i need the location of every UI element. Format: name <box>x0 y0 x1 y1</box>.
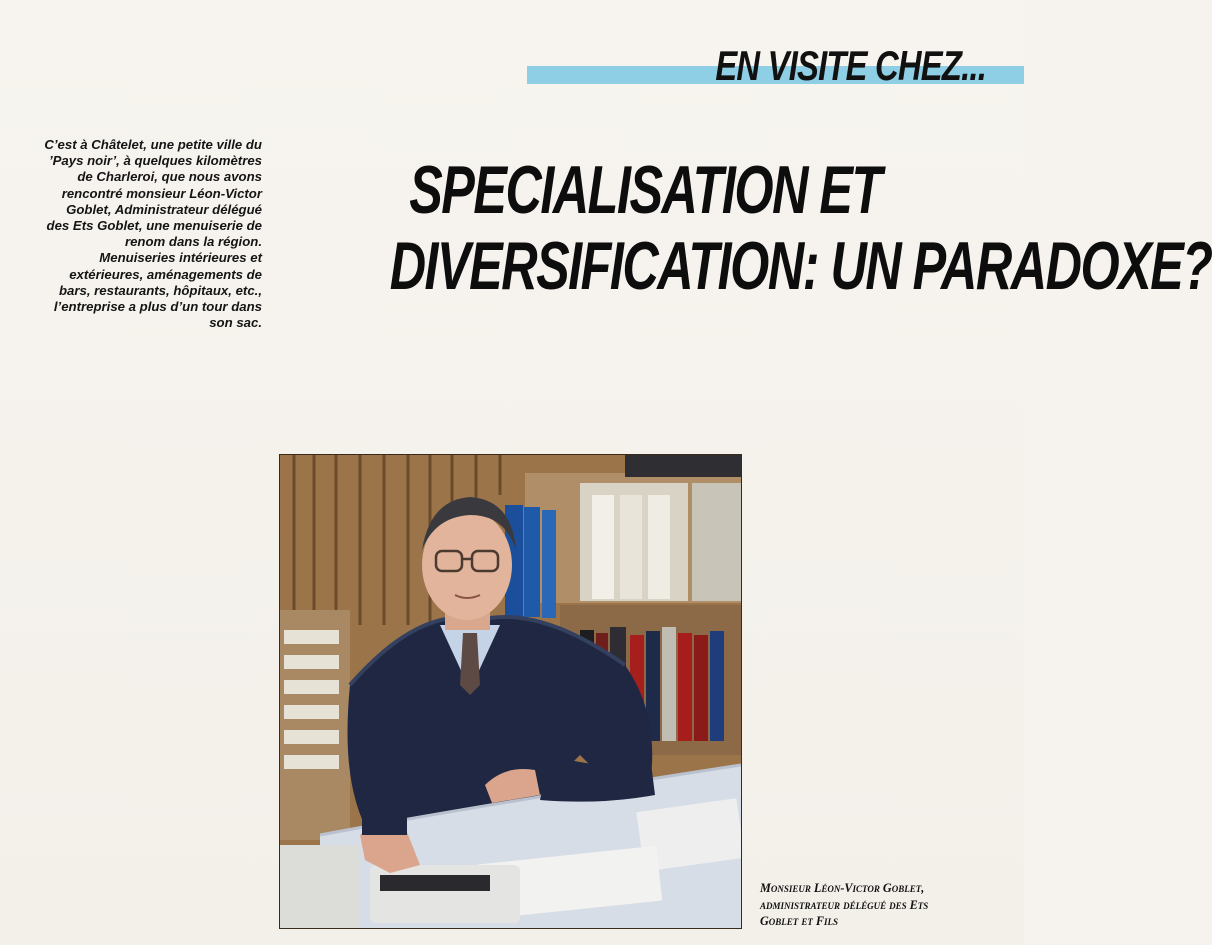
headline-line-2: DIVERSIFICATION: UN PARADOXE? <box>389 228 1212 304</box>
portrait-photo <box>280 455 741 928</box>
intro-paragraph-2: Menuiseries intérieures et extérieures, aménagements de bars, restaurants, hôpitaux, etc., l’entreprise a plus d’un tour dans son sac. <box>53 250 262 331</box>
intro-paragraph-1: C’est à Châtelet, une petite ville du ’Pays noir’, à quelques kilomètres de Charleroi, que nous avons rencontré monsieur Léon-Victor Goblet, Administrateur délégué des Ets Goblet, une menuiserie de renom dans la région. <box>44 137 262 250</box>
article-headline <box>300 152 1212 304</box>
caption-line-3: Goblet et Fils <box>760 914 839 928</box>
caption-line-2: administrateur délégué des Ets <box>760 897 929 912</box>
caption-line-1: Monsieur Léon-Victor Goblet, <box>760 881 925 895</box>
photo-caption <box>760 880 1000 930</box>
section-label: EN VISITE CHEZ... <box>715 42 986 89</box>
intro-paragraph <box>40 137 262 331</box>
headline-line-1: SPECIALISATION ET <box>409 152 881 228</box>
photo-illustration <box>280 455 741 928</box>
